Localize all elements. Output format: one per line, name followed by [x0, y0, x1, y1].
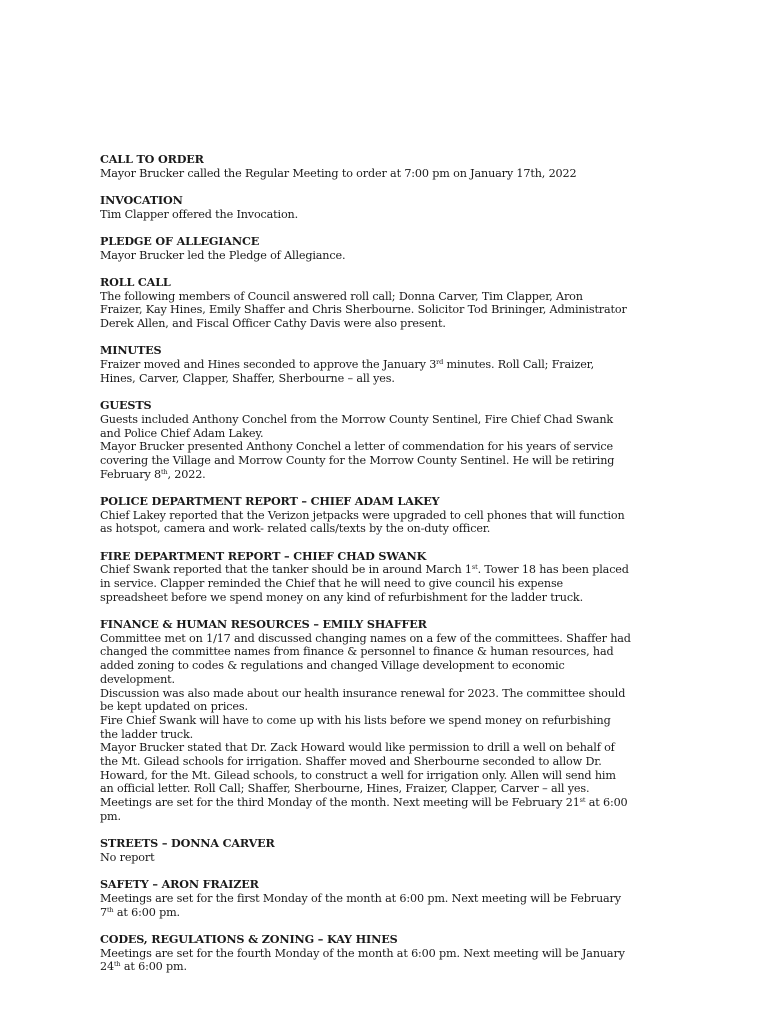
section-pledge: [100, 235, 700, 262]
section-body: [100, 892, 700, 919]
body-line: [100, 290, 700, 304]
body-line: [100, 700, 700, 714]
section-heading: SAFETY – ARON FRAIZER: [100, 877, 259, 892]
line-text: Mayor Brucker stated that Dr. Zack Howard would like permission to drill a well on behalf of: [100, 741, 615, 755]
section-streets: [100, 837, 700, 864]
body-line: [100, 960, 700, 974]
body-line: [100, 741, 700, 755]
line-text: , 2022.: [167, 467, 206, 481]
line-text: Committee met on 1/17 and discussed changing names on a few of the committees. Shaffer had: [100, 631, 631, 645]
line-text: Chief Lakey reported that the Verizon jetpacks were upgraded to cell phones that will function: [100, 508, 625, 522]
line-text: the Mt. Gilead schools for irrigation. Shaffer moved and Sherbourne seconded to allow Dr.: [100, 755, 602, 769]
body-line: [100, 782, 700, 796]
body-line: [100, 358, 700, 372]
body-line: [100, 947, 700, 961]
line-text: an official letter. Roll Call; Shaffer, Sherbourne, Hines, Fraizer, Clapper, Carver – all yes.: [100, 782, 590, 796]
body-line: [100, 755, 700, 769]
body-line: [100, 454, 700, 468]
line-text: development.: [100, 672, 175, 686]
line-text: Meetings are set for the third Monday of the month. Next meeting will be February 21: [100, 796, 580, 810]
line-text: 24: [100, 960, 114, 974]
body-line: [100, 413, 700, 427]
section-heading: INVOCATION: [100, 193, 183, 207]
line-text: Discussion was also made about our health insurance renewal for 2023. The committee should: [100, 686, 626, 700]
line-text: Mayor Brucker presented Anthony Conchel a letter of commendation for his years of service: [100, 440, 614, 454]
line-text: Fraizer moved and Hines seconded to approve the January 3: [100, 358, 437, 372]
section-body: [100, 358, 700, 385]
line-text: Meetings are set for the first Monday of the month at 6:00 pm. Next meeting will be February: [100, 891, 621, 905]
line-text: 7: [100, 905, 107, 919]
document-page: [100, 153, 700, 988]
section-heading: MINUTES: [100, 343, 162, 358]
line-text: minutes. Roll Call; Fraizer,: [443, 358, 595, 372]
section-guests: [100, 399, 700, 481]
section-body: [100, 290, 700, 331]
body-line: [100, 673, 700, 687]
body-line: [100, 522, 700, 536]
section-finance-hr: [100, 618, 700, 824]
line-text: Meetings are set for the fourth Monday of the month at 6:00 pm. Next meeting will be January: [100, 946, 625, 960]
section-body: [100, 413, 700, 482]
body-line: [100, 577, 700, 591]
ordinal-suffix: st: [579, 796, 586, 805]
body-line: [100, 906, 700, 920]
ordinal-suffix: th: [161, 467, 168, 476]
line-text: Fire Chief Swank will have to come up with his lists before we spend money on refurbishing: [100, 713, 611, 727]
section-fire-report: [100, 550, 700, 605]
line-text: February 8: [100, 467, 161, 481]
section-body: [100, 208, 700, 222]
section-heading: FINANCE & HUMAN RESOURCES – EMILY SHAFFER: [100, 617, 427, 632]
line-text: at 6:00 pm.: [113, 905, 180, 919]
section-body: [100, 249, 700, 263]
section-body: [100, 509, 700, 536]
line-text: changed the committee names from finance & personnel to finance & human resources, had: [100, 645, 614, 659]
ordinal-suffix: st: [471, 563, 478, 572]
line-text: at 6:00: [585, 796, 628, 810]
body-line: [100, 427, 700, 441]
line-text: be kept updated on prices.: [100, 700, 248, 714]
line-text: at 6:00 pm.: [120, 960, 187, 974]
body-line: [100, 810, 700, 824]
section-invocation: [100, 194, 700, 221]
line-text: in service. Clapper reminded the Chief that he will need to give council his expense: [100, 577, 564, 591]
body-line: [100, 632, 700, 646]
section-police-report: [100, 495, 700, 536]
body-line: [100, 769, 700, 783]
line-text: added zoning to codes & regulations and changed Village development to economic: [100, 659, 565, 673]
section-call-to-order: [100, 153, 700, 180]
body-line: [100, 714, 700, 728]
line-text: Howard, for the Mt. Gilead schools, to construct a well for irrigation only. Allen will send him: [100, 768, 616, 782]
section-codes-zoning: [100, 933, 700, 974]
body-line: [100, 167, 700, 181]
body-line: [100, 851, 700, 865]
line-text: pm.: [100, 809, 121, 823]
line-text: The following members of Council answered roll call; Donna Carver, Tim Clapper, Aron: [100, 289, 583, 303]
body-line: [100, 659, 700, 673]
section-heading: ROLL CALL: [100, 275, 171, 289]
line-text: the ladder truck.: [100, 727, 194, 741]
ordinal-suffix: th: [113, 960, 121, 969]
section-body: [100, 563, 700, 604]
body-line: [100, 468, 700, 482]
section-heading: CALL TO ORDER: [100, 152, 204, 166]
body-line: [100, 563, 700, 577]
ordinal-suffix: rd: [436, 358, 444, 367]
section-body: [100, 167, 700, 181]
section-heading: POLICE DEPARTMENT REPORT – CHIEF ADAM LAKEY: [100, 493, 440, 508]
section-body: [100, 947, 700, 974]
section-heading: CODES, REGULATIONS & ZONING – KAY HINES: [100, 931, 398, 946]
body-line: [100, 796, 700, 810]
body-line: [100, 687, 700, 701]
body-line: [100, 645, 700, 659]
line-text: Fraizer, Kay Hines, Emily Shaffer and Chris Sherbourne. Solicitor Tod Brininger, Administrator: [100, 303, 627, 317]
body-line: [100, 372, 700, 386]
line-text: Hines, Carver, Clapper, Shaffer, Sherbourne – all yes.: [100, 371, 395, 385]
section-minutes: [100, 344, 700, 385]
body-line: [100, 317, 700, 331]
body-line: [100, 728, 700, 742]
section-safety: [100, 878, 700, 919]
section-roll-call: [100, 276, 700, 331]
body-line: [100, 440, 700, 454]
body-line: [100, 591, 700, 605]
body-line: [100, 509, 700, 523]
line-text: Tim Clapper offered the Invocation.: [100, 207, 298, 221]
line-text: Derek Allen, and Fiscal Officer Cathy Davis were also present.: [100, 317, 446, 331]
section-body: [100, 851, 700, 865]
line-text: No report: [100, 850, 155, 864]
line-text: as hotspot, camera and work- related calls/texts by the on-duty officer.: [100, 522, 491, 536]
line-text: . Tower 18 has been placed: [477, 563, 629, 577]
line-text: Mayor Brucker led the Pledge of Allegiance.: [100, 248, 346, 262]
body-line: [100, 303, 700, 317]
ordinal-suffix: th: [106, 905, 114, 914]
section-heading: PLEDGE OF ALLEGIANCE: [100, 234, 260, 248]
line-text: covering the Village and Morrow County for the Morrow County Sentinel. He will be retiring: [100, 453, 615, 467]
section-heading: FIRE DEPARTMENT REPORT – CHIEF CHAD SWANK: [100, 548, 427, 563]
section-heading: STREETS – DONNA CARVER: [100, 836, 275, 851]
body-line: [100, 892, 700, 906]
line-text: Chief Swank reported that the tanker should be in around March 1: [100, 563, 472, 577]
line-text: Guests included Anthony Conchel from the Morrow County Sentinel, Fire Chief Chad Swank: [100, 412, 614, 426]
body-line: [100, 208, 700, 222]
line-text: spreadsheet before we spend money on any kind of refurbishment for the ladder truck.: [100, 590, 583, 604]
section-body: [100, 632, 700, 824]
body-line: [100, 249, 700, 263]
section-heading: GUESTS: [100, 398, 152, 413]
line-text: and Police Chief Adam Lakey.: [100, 426, 264, 440]
line-text: Mayor Brucker called the Regular Meeting to order at 7:00 pm on January 17th, 2022: [100, 166, 577, 180]
